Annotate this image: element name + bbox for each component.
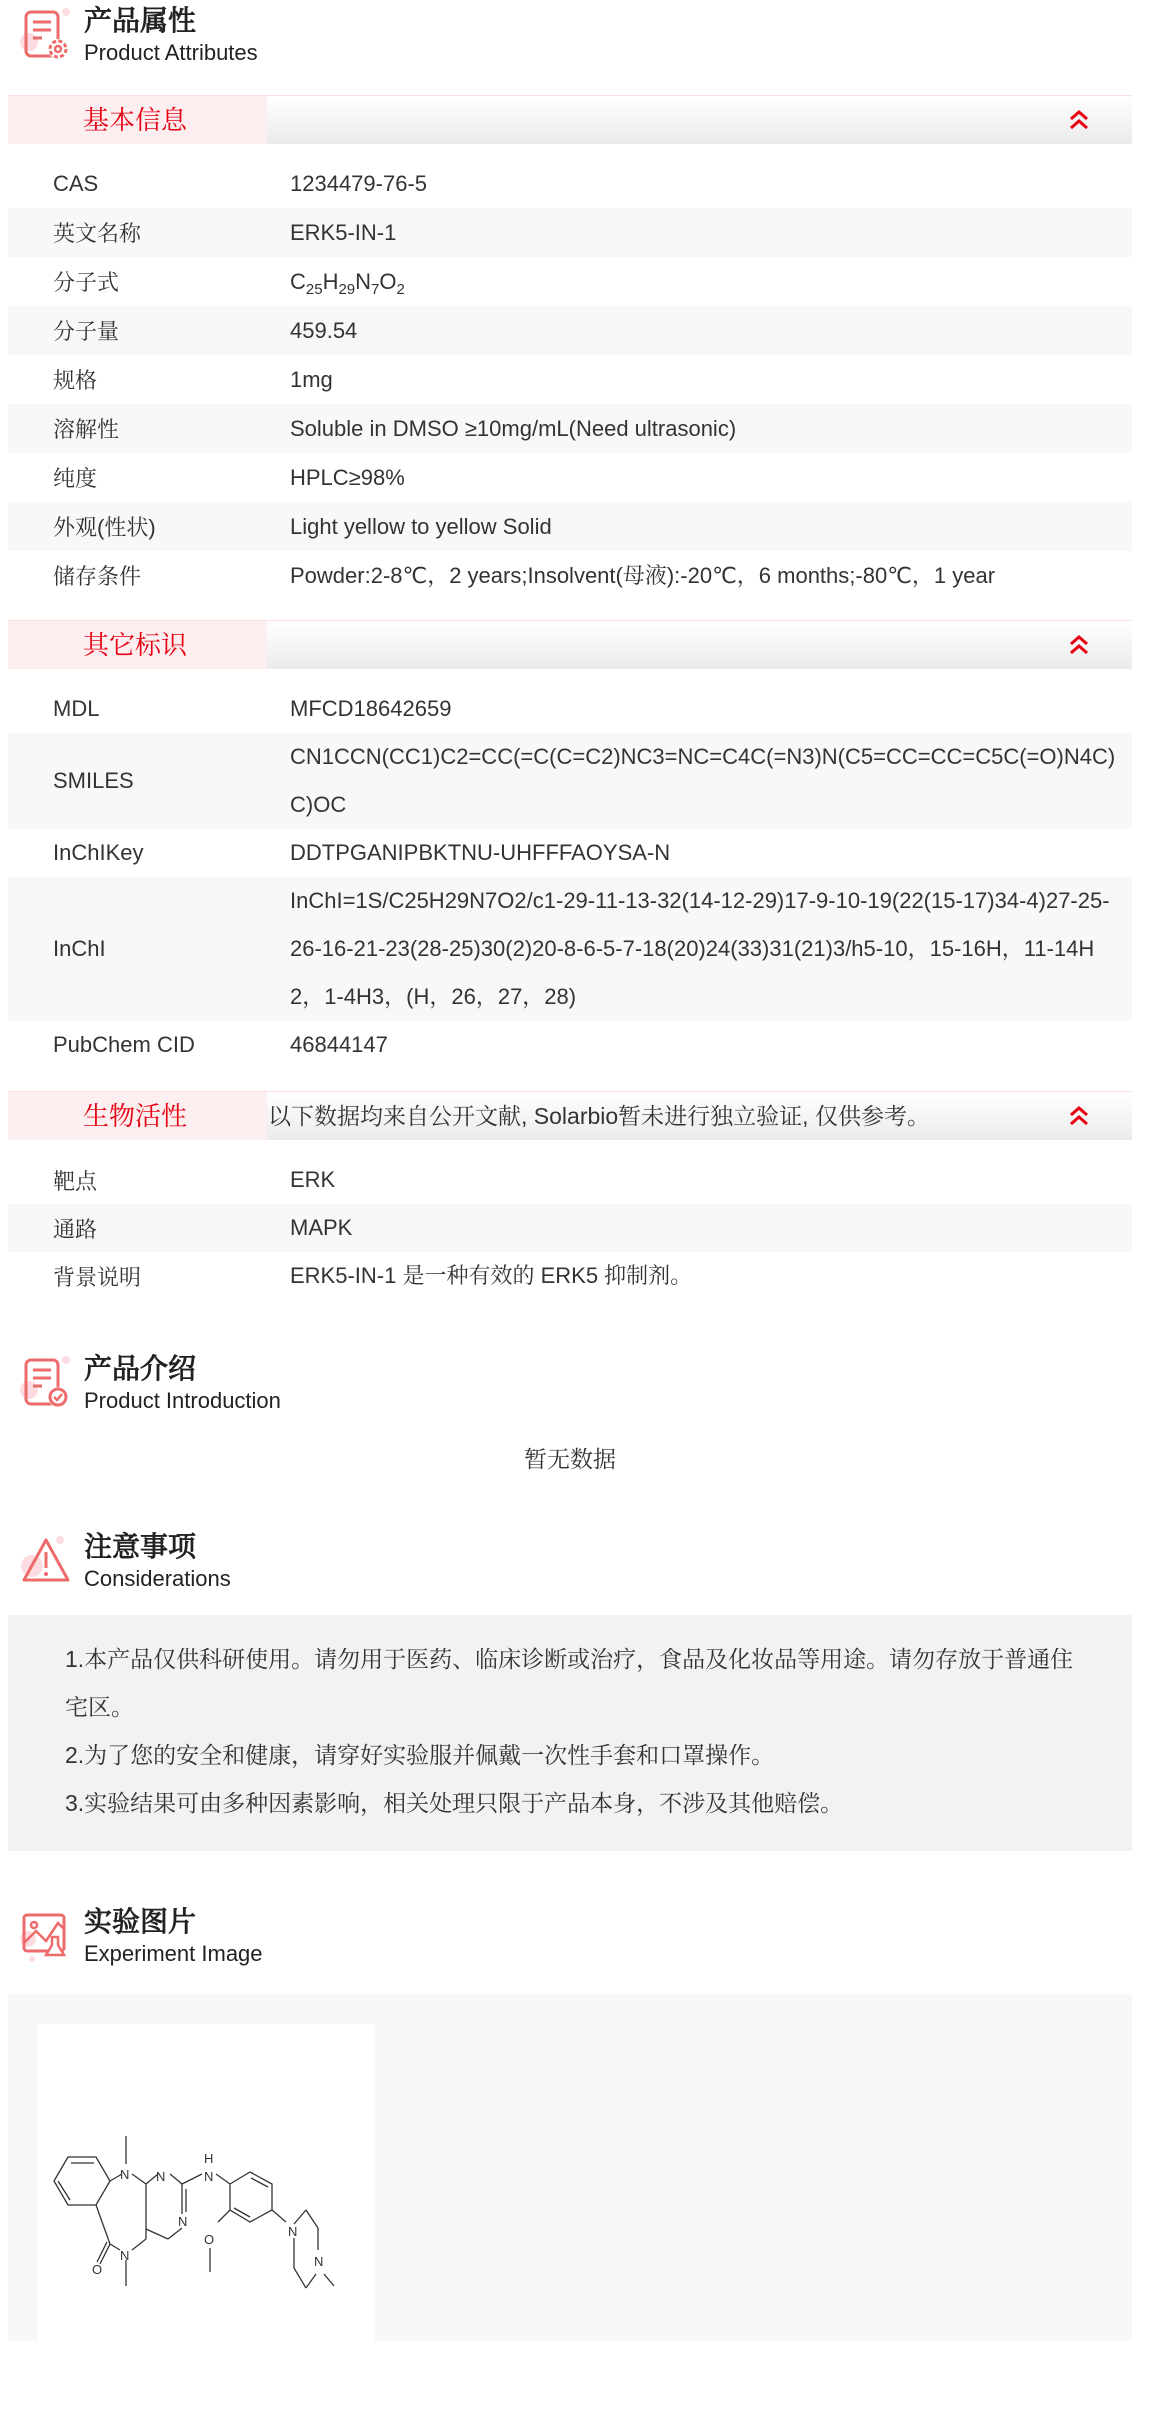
svg-text:N: N <box>204 2169 214 2184</box>
table-row <box>8 685 1132 733</box>
section-title-considerations <box>8 1530 608 1590</box>
chemical-structure-image <box>38 2024 375 2424</box>
basic-info-header[interactable] <box>8 95 1132 144</box>
bio-activity-header[interactable] <box>8 1091 1132 1140</box>
table-row <box>8 159 1132 208</box>
svg-text:O: O <box>92 2262 103 2277</box>
row-key: InChI <box>53 936 106 961</box>
row-key: SMILES <box>53 768 134 793</box>
row-value: Powder:2-8℃，2 years;Insolvent(母液):-20℃，6 months;-80℃，1 year <box>290 562 996 588</box>
other-ids-label: 其它标识 <box>8 621 267 669</box>
row-value: DDTPGANIPBKTNU-UHFFFAOYSA-N <box>290 840 671 865</box>
table-row <box>8 1204 1132 1252</box>
svg-text:N: N <box>120 2167 130 2182</box>
consideration-item: 1.本产品仅供科研使用。请勿用于医药、临床诊断或治疗，食品及化妆品等用途。请勿存放于普通住宅区。 <box>65 1646 1074 1720</box>
table-row <box>8 551 1132 600</box>
row-key: 储存条件 <box>53 564 142 589</box>
section-title-en: Product Attributes <box>84 40 258 65</box>
svg-text:N: N <box>178 2214 188 2229</box>
table-row <box>8 257 1132 306</box>
row-key: 溶解性 <box>53 417 120 442</box>
svg-text:N: N <box>156 2169 166 2184</box>
svg-text:H: H <box>204 2151 214 2166</box>
row-key: 靶点 <box>53 1168 98 1194</box>
section-title-experiment-image <box>8 1905 608 1965</box>
row-value: ERK5-IN-1 是一种有效的 ERK5 抑制剂。 <box>290 1263 693 1288</box>
bio-activity-disclaimer: 以下数据均来自公开文献, Solarbio暂未进行独立验证, 仅供参考。 <box>268 1103 930 1129</box>
svg-text:N: N <box>314 2254 324 2269</box>
row-value: 1mg <box>290 366 333 392</box>
table-row <box>8 355 1132 404</box>
row-key: 背景说明 <box>53 1264 142 1290</box>
section-title-product-attributes <box>8 4 608 64</box>
row-value: Light yellow to yellow Solid <box>290 513 552 539</box>
double-chevron-up-icon[interactable] <box>1068 1105 1090 1127</box>
no-data-text: 暂无数据 <box>524 1446 616 1472</box>
row-value: HPLC≥98% <box>290 464 405 490</box>
other-ids-header[interactable] <box>8 620 1132 669</box>
row-key: InChIKey <box>53 840 144 865</box>
double-chevron-up-icon[interactable] <box>1068 634 1090 656</box>
table-row <box>8 306 1132 355</box>
row-key: MDL <box>53 696 100 721</box>
molecular-formula: $C_{25}H_{29}N_7O_2$ <box>290 268 405 298</box>
row-key: 纯度 <box>53 466 98 491</box>
table-row <box>8 829 1132 877</box>
table-row <box>8 502 1132 551</box>
section-title-zh: 实验图片 <box>84 1906 197 1937</box>
table-row <box>8 1252 1132 1300</box>
section-title-en: Product Introduction <box>84 1388 281 1413</box>
svg-text:N: N <box>120 2248 130 2263</box>
section-title-product-introduction <box>8 1352 608 1412</box>
row-key: 英文名称 <box>53 221 142 246</box>
table-row <box>8 208 1132 257</box>
table-row <box>8 453 1132 502</box>
svg-text:O: O <box>204 2232 215 2247</box>
row-value: CN1CCN(CC1)C2=CC(=C(C=C2)NC3=NC=C4C(=N3)N(C5=CC=CC=C5C(=O)N4C)C)OC <box>290 744 1116 817</box>
other-ids-table <box>8 685 1132 1069</box>
bio-activity-label: 生物活性 <box>8 1092 267 1140</box>
table-row <box>8 1156 1132 1204</box>
row-key: 分子式 <box>53 270 120 295</box>
warning-triangle-icon <box>20 1534 72 1588</box>
considerations-box <box>8 1615 1132 1851</box>
row-key: PubChem CID <box>53 1032 195 1057</box>
row-key: 规格 <box>53 368 98 393</box>
double-chevron-up-icon[interactable] <box>1068 109 1090 131</box>
document-gear-icon <box>20 8 72 62</box>
section-title-zh: 产品属性 <box>84 5 197 36</box>
section-title-zh: 产品介绍 <box>84 1353 197 1384</box>
row-value: Soluble in DMSO ≥10mg/mL(Need ultrasonic) <box>290 415 737 441</box>
section-title-en: Experiment Image <box>84 1941 263 1966</box>
document-check-icon <box>20 1356 72 1410</box>
row-value: 46844147 <box>290 1032 388 1057</box>
row-value: MAPK <box>290 1215 353 1240</box>
experiment-gallery <box>8 1994 1132 2341</box>
table-row <box>8 404 1132 453</box>
image-flask-icon <box>20 1909 72 1963</box>
table-row <box>8 1021 1132 1069</box>
table-row <box>8 877 1132 1021</box>
table-row <box>8 733 1132 829</box>
row-key: 通路 <box>53 1216 98 1242</box>
bio-activity-table <box>8 1156 1132 1300</box>
row-value: ERK <box>290 1167 336 1192</box>
experiment-image-card[interactable] <box>38 2024 375 2424</box>
row-key: 外观(性状) <box>53 515 156 540</box>
basic-info-label: 基本信息 <box>8 96 267 144</box>
consideration-item: 2.为了您的安全和健康，请穿好实验服并佩戴一次性手套和口罩操作。 <box>65 1742 775 1768</box>
row-value: 1234479-76-5 <box>290 170 428 196</box>
row-value: InChI=1S/C25H29N7O2/c1-29-11-13-32(14-12-29)17-9-10-19(22(15-17)34-4)27-25-26-16-21-23(28-25)30(2)20-8-6-5-7-18(20)24(33)31(21)3/h5-10，15-16H，11-14H2，1-4H3，(H，26，27，28) <box>290 888 1110 1009</box>
svg-text:N: N <box>288 2224 298 2239</box>
basic-info-table <box>8 159 1132 600</box>
section-title-zh: 注意事项 <box>84 1531 197 1562</box>
consideration-item: 3.实验结果可由多种因素影响，相关处理只限于产品本身，不涉及其他赔偿。 <box>65 1790 844 1816</box>
row-key: 分子量 <box>53 319 120 344</box>
row-value: ERK5-IN-1 <box>290 219 397 245</box>
row-value: 459.54 <box>290 317 358 343</box>
row-key: CAS <box>53 170 99 196</box>
row-value: MFCD18642659 <box>290 696 452 721</box>
section-title-en: Considerations <box>84 1566 231 1591</box>
